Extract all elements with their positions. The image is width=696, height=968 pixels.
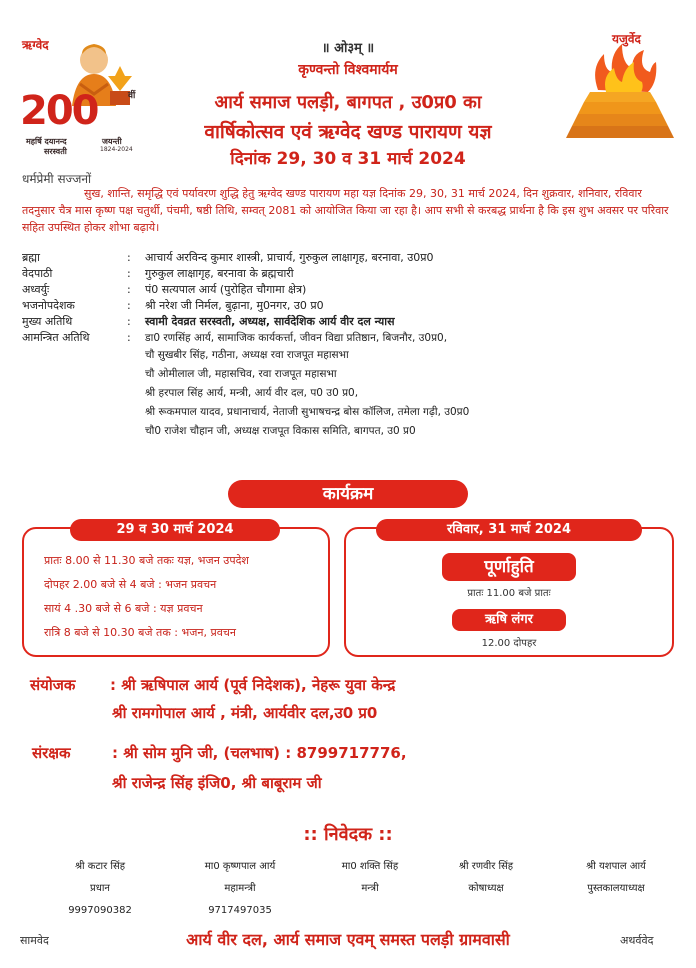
person-role: महामन्त्री	[224, 883, 256, 894]
role-label: वेदपाठी	[22, 267, 53, 280]
samved-label: सामवेद	[20, 934, 49, 947]
intro-paragraph: सुख, शान्ति, समृद्धि एवं पर्यावरण शुद्धि हेतु ऋग्वेद खण्ड पारायण महा यज्ञ दिनांक 29, 30, 31 मार्च 2024, दिन शुक्रवार, शनिवार, रविवार तदनुसार चैत्र मास कृष्ण पक्ष चतुर्थी, पंचमी, षष्ठी तिथि, सम्वत् 2081 को आयोजित किया जा रहा है। आप सभी से करबद्ध प्रार्थना है कि इस शुभ अवसर पर परिवार सहित उपस्थित होकर शोभा बढ़ाये।	[22, 187, 669, 234]
langar-time: 12.00 दोपहर	[481, 638, 537, 649]
logo-line2: सरस्वती	[44, 147, 67, 156]
programme-left-box	[22, 522, 330, 657]
guest-line: चौ ओमीलाल जी, महासचिव, रवा राजपूत महासभा	[145, 368, 337, 380]
role-label: आमन्त्रित अतिथि	[22, 331, 90, 344]
person-role: पुस्तकालयाध्यक्ष	[587, 883, 645, 894]
role-row: मुख्य अतिथि : स्वामी देवव्रत सरस्वती, अध्यक्ष, सार्वदेशिक आर्य वीर दल न्यास	[22, 315, 395, 328]
person-name: श्री यशपाल आर्य	[586, 861, 646, 872]
purnahuti-time: प्रातः 11.00 बजे प्रातः	[467, 588, 551, 599]
guest-line: श्री हरपाल सिंह आर्य, मन्त्री, आर्य वीर दल, प0 उ0 प्र0,	[145, 387, 359, 399]
motto: कृण्वन्तो विश्वमार्यम	[298, 62, 398, 78]
role-row: भजनोपदेशक : श्री नरेश जी निर्मल, बुढ़ाना, मु0नगर, उ0 प्र0	[22, 299, 324, 312]
yajurved-label: यजुर्वेद	[612, 32, 641, 46]
nivedak-person	[556, 856, 676, 900]
role-label: मुख्य अतिथि	[22, 315, 73, 328]
event-dates: दिनांक 29, 30 व 31 मार्च 2024	[230, 149, 466, 169]
sanyojak-line2: श्री रामगोपाल आर्य , मंत्री, आर्यवीर दल,उ0 प्र0	[112, 704, 378, 722]
role-row: आमन्त्रित अतिथि : डा0 रणसिंह आर्य, सामाजिक कार्यकर्त्ता, जीवन विद्या प्रतिष्ठान, बिजनौर, उ0प्र0,	[22, 331, 448, 344]
programme-right-box	[344, 522, 674, 657]
logo-line1: महर्षि दयानन्द	[26, 137, 67, 146]
role-value: स्वामी देवव्रत सरस्वती, अध्यक्ष, सार्वदेशिक आर्य वीर दल न्यास	[145, 315, 395, 328]
role-row: ब्रह्मा : आचार्य अरविन्द कुमार शास्त्री, प्राचार्य, गुरुकुल लाक्षागृह, बरनावा, उ0प्र0	[22, 251, 434, 264]
event-title: वार्षिकोत्सव एवं ऋग्वेद खण्ड पारायण यज्ञ	[204, 121, 492, 143]
guest-line: श्री रूकमपाल यादव, प्रधानाचार्य, नेताजी सुभाषचन्द्र बोस कॉलिज, तमेला गढ़ी, उ0प्र0	[145, 406, 470, 418]
role-value: पं0 सत्यपाल आर्य (पुरोहित चौगामा क्षेत्र)	[145, 283, 307, 296]
right-box-heading: रविवार, 31 मार्च 2024	[376, 519, 642, 541]
person-role: मन्त्री	[361, 883, 379, 894]
guest-line: चौ0 राजेश चौहान जी, अध्यक्ष राजपूत विकास समिति, बागपत, उ0 प्र0	[145, 425, 416, 437]
logo-number: 200	[20, 88, 98, 134]
sanyojak-label: संयोजक	[30, 676, 76, 694]
logo-years: 1824-2024	[100, 146, 133, 153]
footer-text: आर्य वीर दल, आर्य समाज एवम् समस्त पलड़ी ग्रामवासी	[186, 930, 510, 949]
person-name: मा0 कृष्णपाल आर्य	[204, 861, 276, 872]
person-phone: 9717497035	[208, 905, 272, 916]
langar-label: ऋषि लंगर	[452, 609, 566, 631]
person-phone: 9997090382	[68, 905, 132, 916]
sanrakshak-label: संरक्षक	[32, 744, 71, 762]
person-role: कोषाध्यक्ष	[468, 883, 504, 894]
role-value: गुरुकुल लाक्षागृह, बरनावा के ब्रह्मचारी	[145, 267, 294, 280]
sanrakshak-line2: श्री राजेन्द्र सिंह इंजि0, श्री बाबूराम जी	[112, 774, 322, 792]
person-name: मा0 शक्ति सिंह	[341, 861, 399, 872]
sanyojak-line1: : श्री ऋषिपाल आर्य (पूर्व निदेशक), नेहरू युवा केन्द्र	[110, 676, 396, 694]
programme-title: कार्यक्रम	[228, 480, 468, 508]
om-heading: ॥ ओ३म् ॥	[321, 41, 375, 56]
greeting: धर्मप्रेमी सज्जनों	[22, 172, 92, 186]
nivedak-person	[40, 856, 160, 922]
sanrakshak-line1: : श्री सोम मुनि जी, (चलभाष) : 8799717776,	[112, 744, 407, 762]
person-name: श्री रणवीर सिंह	[458, 861, 514, 872]
schedule-item: सायं 4 .30 बजे से 6 बजे : यज्ञ प्रवचन	[44, 602, 203, 615]
nivedak-person	[426, 856, 546, 900]
role-value: श्री नरेश जी निर्मल, बुढ़ाना, मु0नगर, उ0 प्र0	[145, 299, 324, 312]
nivedak-person	[180, 856, 300, 922]
person-role: प्रधान	[90, 883, 110, 894]
left-box-heading: 29 व 30 मार्च 2024	[70, 519, 280, 541]
rigved-label: ऋग्वेद	[22, 38, 49, 52]
nivedak-title: :: निवेदक ::	[303, 824, 393, 845]
schedule-item: प्रातः 8.00 से 11.30 बजे तकः यज्ञ, भजन उपदेश	[44, 554, 249, 567]
role-label: ब्रह्मा	[22, 251, 40, 264]
role-row: अध्वर्युः : पं0 सत्यपाल आर्य (पुरोहित चौगामा क्षेत्र)	[22, 283, 307, 296]
guest-line: चौ सुखबीर सिंह, गठीना, अध्यक्ष रवा राजपूत महासभा	[145, 349, 349, 361]
atharvaved-label: अथर्ववेद	[620, 934, 654, 947]
schedule-item: दोपहर 2.00 बजे से 4 बजे : भजन प्रवचन	[44, 578, 217, 591]
role-label: अध्वर्युः	[22, 283, 50, 296]
purnahuti-label: पूर्णाहुति	[442, 553, 576, 581]
nivedak-person	[310, 856, 430, 900]
roles-list	[22, 250, 682, 441]
schedule-item: रात्रि 8 बजे से 10.30 बजे तक : भजन, प्रवचन	[44, 626, 236, 639]
logo-line3: जयन्ती	[102, 137, 122, 146]
logo-superscript: वीं	[128, 91, 136, 101]
role-value: आचार्य अरविन्द कुमार शास्त्री, प्राचार्य, गुरुकुल लाक्षागृह, बरनावा, उ0प्र0	[145, 251, 434, 264]
role-value: डा0 रणसिंह आर्य, सामाजिक कार्यकर्त्ता, जीवन विद्या प्रतिष्ठान, बिजनौर, उ0प्र0,	[145, 332, 448, 344]
role-row: वेदपाठी : गुरुकुल लाक्षागृह, बरनावा के ब्रह्मचारी	[22, 267, 294, 280]
organization-title: आर्य समाज पलड़ी, बागपत , उ0प्र0 का	[214, 92, 482, 113]
person-name: श्री कटार सिंह	[74, 861, 126, 872]
role-label: भजनोपदेशक	[22, 299, 75, 312]
